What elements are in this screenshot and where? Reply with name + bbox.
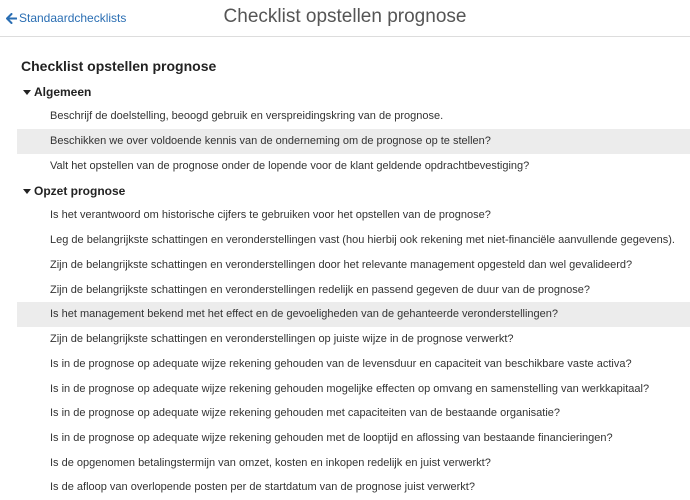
back-link-label[interactable]: Standaardchecklists <box>19 11 127 25</box>
checklist-item[interactable] <box>17 451 690 476</box>
checklist-item[interactable] <box>17 327 690 352</box>
checklist-item[interactable] <box>17 154 690 179</box>
checklist-item-text: Zijn de belangrijkste schattingen en veronderstellingen door het relevante management opgesteld dan wel gevalideerd? <box>50 259 633 271</box>
checklist-item[interactable] <box>17 401 690 426</box>
caret-down-icon <box>23 88 31 96</box>
checklist-item-text: Is in de prognose op adequate wijze rekening gehouden met de looptijd en aflossing van bestaande financieringen? <box>50 432 613 444</box>
checklist-item-text: Valt het opstellen van de prognose onder de lopende voor de klant geldende opdrachtbevestiging? <box>50 160 530 172</box>
checklist-item[interactable] <box>17 302 690 327</box>
checklist-item-text: Beschikken we over voldoende kennis van de onderneming om de prognose op te stellen? <box>50 135 491 147</box>
section-header-opzet-prognose[interactable] <box>23 182 125 200</box>
checklist-item-text: Is in de prognose op adequate wijze rekening gehouden met capaciteiten van de bestaande organisatie? <box>50 407 561 419</box>
section-label: Opzet prognose <box>34 184 126 198</box>
checklist-item[interactable] <box>17 203 690 228</box>
checklist-item-text: Is in de prognose op adequate wijze rekening gehouden van de levensduur en capaciteit van beschikbare vaste activa? <box>50 358 632 370</box>
checklist-item-text: Is het verantwoord om historische cijfers te gebruiken voor het opstellen van de prognose? <box>50 209 491 221</box>
checklist-item-text: Zijn de belangrijkste schattingen en veronderstellingen redelijk en passend gegeven de duur van de prognose? <box>50 284 590 296</box>
page-title: Checklist opstellen prognose <box>223 6 467 27</box>
checklist-item[interactable] <box>17 104 690 129</box>
checklist-item-text: Is het management bekend met het effect en de gevoeligheden van de gehanteerde veronderstellingen? <box>50 308 558 320</box>
top-bar <box>0 0 690 37</box>
section-label: Algemeen <box>34 85 92 99</box>
checklist-item[interactable] <box>17 228 690 253</box>
checklist-item-text: Beschrijf de doelstelling, beoogd gebruik en verspreidingskring van de prognose. <box>50 110 444 122</box>
caret-down-icon <box>23 187 31 195</box>
checklist-item-text: Is in de prognose op adequate wijze rekening gehouden mogelijke effecten op omvang en samenstelling van werkkapitaal? <box>50 383 650 395</box>
checklist-item[interactable] <box>17 475 690 500</box>
section-header-algemeen[interactable] <box>23 83 91 101</box>
checklist-item-text: Is de afloop van overlopende posten per de startdatum van de prognose juist verwerkt? <box>50 481 475 493</box>
checklist-item[interactable] <box>17 352 690 377</box>
checklist-title: Checklist opstellen prognose <box>21 58 217 74</box>
checklist-item[interactable] <box>17 129 690 154</box>
checklist-item-text: Is de opgenomen betalingstermijn van omzet, kosten en inkopen redelijk en juist verwerkt? <box>50 457 491 469</box>
checklist-item[interactable] <box>17 278 690 303</box>
checklist-item[interactable] <box>17 253 690 278</box>
checklist-item[interactable] <box>17 426 690 451</box>
checklist-item[interactable] <box>17 377 690 402</box>
checklist-item-text: Zijn de belangrijkste schattingen en veronderstellingen op juiste wijze in de prognose verwerkt? <box>50 333 514 345</box>
checklist-item-text: Leg de belangrijkste schattingen en veronderstellingen vast (hou hierbij ook rekening met niet-financiële aanvullende gegevens). <box>50 234 675 246</box>
